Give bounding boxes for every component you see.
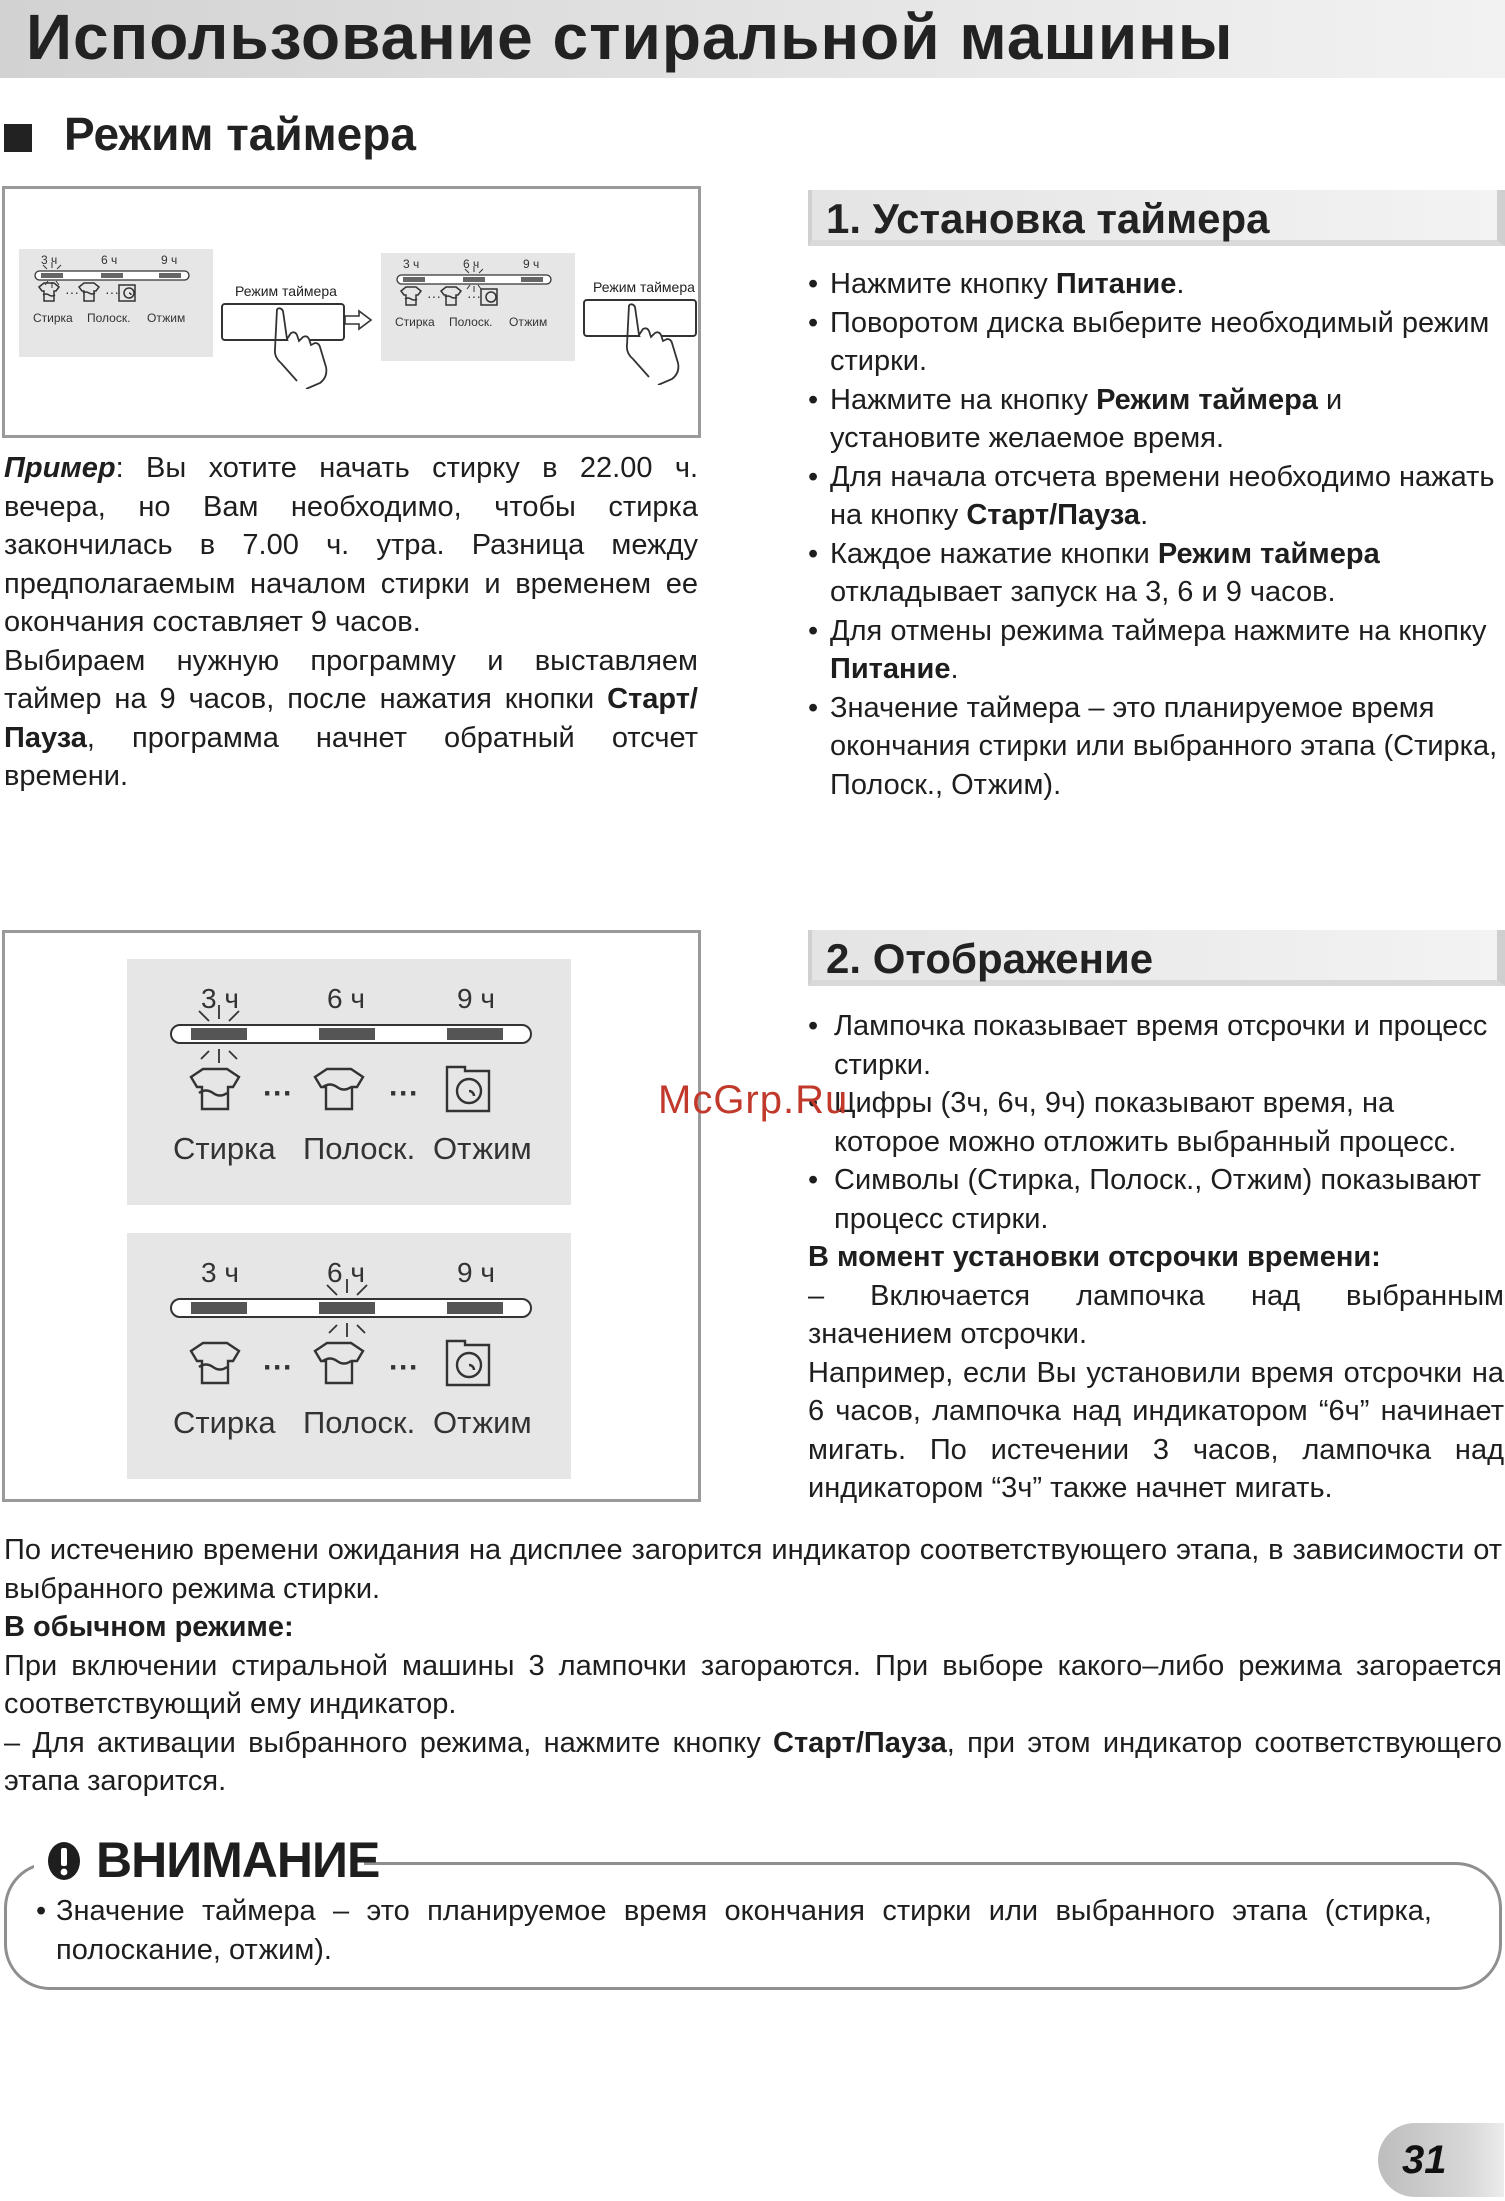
stage-rinse: Полоск. xyxy=(303,1405,416,1440)
timer-button-a-label: Режим таймера xyxy=(235,283,337,299)
stage-rinse: Полоск. xyxy=(87,311,131,325)
stage-spin: Отжим xyxy=(433,1405,532,1440)
bottom-subhead: В обычном режиме: xyxy=(4,1611,294,1643)
step1-header xyxy=(808,190,1505,246)
stage-rinse: Полоск. xyxy=(449,315,493,329)
time-3h: 3 ч xyxy=(201,983,239,1014)
example-text-2-pre: Выбираем нужную программу и выставляем таймер на 9 часов, после нажатия кнопки xyxy=(4,644,698,715)
stage-spin: Отжим xyxy=(433,1131,532,1166)
time-6h: 6 ч xyxy=(327,983,365,1014)
warning-icon xyxy=(46,1840,82,1882)
display-panel-1 xyxy=(127,959,571,1205)
time-6h: 6 ч xyxy=(327,1257,365,1288)
list-item: • Нажмите кнопку Питание. xyxy=(808,265,1498,304)
list-item: • Для начала отсчета времени необходимо нажать на кнопку Старт/Пауза. xyxy=(808,458,1498,535)
example-text-1: : Вы хотите начать стирку в 22.00 ч. вечера, но Вам необходимо, чтобы стирка закончилась в 7.00 ч. утра. Разница между предполагаемым началом стирки и временем ее окончания составляет 9 часов. xyxy=(4,452,698,638)
svg-text:···: ··· xyxy=(263,1351,293,1384)
step2-text-1: – Включается лампочка над выбранным значением отсрочки. xyxy=(808,1279,1504,1350)
example-term: Пример xyxy=(4,452,116,484)
time-3h: 3 ч xyxy=(41,253,58,267)
spin-icon xyxy=(481,289,497,305)
example-paragraph xyxy=(4,449,698,796)
time-6h: 6 ч xyxy=(463,257,480,271)
watermark: McGrp.Ru xyxy=(658,1078,849,1122)
bottom-paragraph-2: При включении стиральной машины 3 лампочки загораются. При выборе какого–либо режима загорается соответствующий ему индикатор. xyxy=(4,1649,1502,1720)
bottom-paragraph-1: По истечению времени ожидания на дисплее загорится индикатор соответствующего этапа, в зависимости от выбранного режима стирки. xyxy=(4,1534,1502,1605)
rinse-icon xyxy=(315,1343,363,1383)
list-item: • Нажмите на кнопку Режим таймера и установите желаемое время. xyxy=(808,381,1498,458)
indicator-strip-1 xyxy=(127,959,571,1205)
wash-icon xyxy=(191,1343,239,1383)
svg-text:···: ··· xyxy=(389,1077,419,1110)
list-item: • Значение таймера – это планируемое время окончания стирки или выбранного этапа (стирка, полоскание, отжим). xyxy=(36,1892,1432,1969)
time-9h: 9 ч xyxy=(457,983,495,1014)
rinse-icon xyxy=(441,287,461,305)
indicator-strip-b xyxy=(381,253,575,361)
svg-text:···: ··· xyxy=(65,284,79,300)
spin-icon xyxy=(447,1341,489,1385)
timer-figure xyxy=(2,186,701,438)
page-title: Использование стиральной машины xyxy=(26,1,1234,73)
list-item: • Для отмены режима таймера нажмите на кнопку Питание. xyxy=(808,612,1498,689)
display-panel-a xyxy=(19,249,213,357)
svg-text:···: ··· xyxy=(105,284,119,300)
bottom-paragraph-3: – Для активации выбранного режима, нажмите кнопку Старт/Пауза, при этом индикатор соответствующего этапа загорится. xyxy=(4,1726,1502,1797)
page-number: 31 xyxy=(1402,2138,1447,2182)
wash-icon xyxy=(401,287,421,305)
spin-icon xyxy=(119,285,135,301)
wash-icon xyxy=(39,283,59,301)
hand-press-icon xyxy=(621,303,701,385)
stage-wash: Стирка xyxy=(173,1405,276,1440)
stage-spin: Отжим xyxy=(147,311,186,325)
svg-text:···: ··· xyxy=(389,1351,419,1384)
warning-title: ВНИМАНИЕ xyxy=(96,1832,380,1888)
stage-spin: Отжим xyxy=(509,315,548,329)
time-9h: 9 ч xyxy=(523,257,540,271)
time-3h: 3 ч xyxy=(201,1257,239,1288)
rinse-icon xyxy=(79,283,99,301)
list-item: • Каждое нажатие кнопки Режим таймера откладывает запуск на 3, 6 и 9 часов. xyxy=(808,535,1498,612)
spin-icon xyxy=(447,1067,489,1111)
display-panel-2 xyxy=(127,1233,571,1479)
time-9h: 9 ч xyxy=(161,253,178,267)
timer-button-b-label: Режим таймера xyxy=(593,279,695,295)
hand-press-icon xyxy=(269,307,349,389)
svg-text:···: ··· xyxy=(427,288,441,304)
section-marker-icon xyxy=(4,124,32,152)
step2-content xyxy=(808,1007,1504,1508)
display-figure xyxy=(2,930,701,1502)
example-text-2-post: , программа начнет обратный отсчет времени. xyxy=(4,721,698,792)
step2-list xyxy=(808,1007,1504,1238)
list-item: • Цифры (3ч, 6ч, 9ч) показывают время, на которое можно отложить выбранный процесс. xyxy=(808,1084,1500,1161)
display-panel-b xyxy=(381,253,575,361)
step1-title: 1. Установка таймера xyxy=(826,195,1270,242)
stage-wash: Стирка xyxy=(173,1131,276,1166)
time-3h: 3 ч xyxy=(403,257,420,271)
time-9h: 9 ч xyxy=(457,1257,495,1288)
step2-title: 2. Отображение xyxy=(826,935,1154,982)
stage-rinse: Полоск. xyxy=(303,1131,416,1166)
arrow-right-icon xyxy=(343,309,373,331)
indicator-strip-2 xyxy=(127,1233,571,1479)
bottom-text xyxy=(4,1531,1502,1801)
section-title: Режим таймера xyxy=(64,108,416,160)
indicator-strip-a xyxy=(19,249,213,357)
svg-text:···: ··· xyxy=(467,288,481,304)
warning-text xyxy=(36,1892,1432,1969)
stage-wash: Стирка xyxy=(395,315,435,329)
example-text-2-bold: Старт/Пауза xyxy=(4,683,698,754)
step2-text-2: Например, если Вы установили время отсрочки на 6 часов, лампочка над индикатором “6ч” начинает мигать. По истечении 3 часов, лампочка над индикатором “3ч” также начнет мигать. xyxy=(808,1356,1504,1504)
list-item: • Поворотом диска выберите необходимый режим стирки. xyxy=(808,304,1498,381)
list-item: • Значение таймера – это планируемое время окончания стирки или выбранного этапа (Стирка, Полоск., Отжим). xyxy=(808,689,1498,805)
step2-subhead: В момент установки отсрочки времени: xyxy=(808,1241,1381,1273)
list-item: • Символы (Стирка, Полоск., Отжим) показывают процесс стирки. xyxy=(808,1161,1500,1238)
step2-header xyxy=(808,930,1505,986)
list-item: • Лампочка показывает время отсрочки и процесс стирки. xyxy=(808,1007,1500,1084)
time-6h: 6 ч xyxy=(101,253,118,267)
wash-icon xyxy=(191,1069,239,1109)
svg-text:···: ··· xyxy=(263,1077,293,1110)
rinse-icon xyxy=(315,1069,363,1109)
step1-list xyxy=(808,265,1498,804)
stage-wash: Стирка xyxy=(33,311,73,325)
